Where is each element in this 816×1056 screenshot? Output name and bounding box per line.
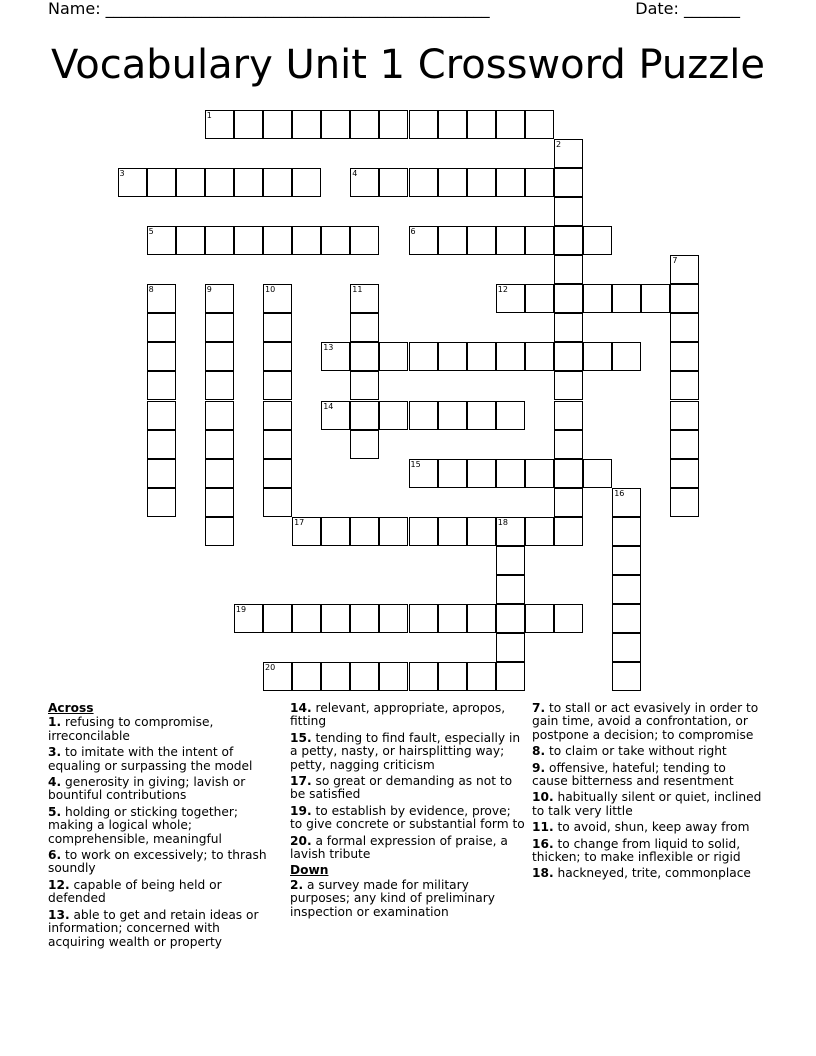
crossword-cell[interactable] [379,342,408,371]
clue-down: 18. hackneyed, trite, commonplace [532,866,751,881]
crossword-cell[interactable] [525,168,554,197]
crossword-cell[interactable] [263,226,292,255]
crossword-cell[interactable] [147,371,176,400]
crossword-cell[interactable] [612,517,641,546]
crossword-cell[interactable] [379,110,408,139]
crossword-cell[interactable] [554,226,583,255]
crossword-cell[interactable] [409,110,438,139]
crossword-cell[interactable] [583,284,612,313]
clue-number: 4 [352,168,358,178]
crossword-cell[interactable] [467,517,496,546]
crossword-cell[interactable] [409,401,438,430]
crossword-cell[interactable] [263,284,292,313]
crossword-cell[interactable] [525,110,554,139]
crossword-cell[interactable] [409,517,438,546]
crossword-cell[interactable] [263,662,292,691]
across-heading: Across [48,701,94,715]
crossword-cell[interactable] [496,604,525,633]
crossword-cell[interactable] [496,546,525,575]
crossword-cell[interactable] [205,284,234,313]
crossword-cell[interactable] [350,662,379,691]
crossword-cell[interactable] [467,401,496,430]
crossword-cell[interactable] [438,401,467,430]
crossword-cell[interactable] [612,662,641,691]
crossword-cell[interactable] [525,284,554,313]
clue-across: 5. holding or sticking together; making a logical whole; comprehensible, meaningful [48,804,238,846]
crossword-cell[interactable] [350,371,379,400]
crossword-cell[interactable] [147,342,176,371]
crossword-cell[interactable] [438,517,467,546]
crossword-cell[interactable] [205,401,234,430]
crossword-cell[interactable] [554,517,583,546]
crossword-cell[interactable] [554,401,583,430]
crossword-cell[interactable] [554,313,583,342]
crossword-cell[interactable] [205,517,234,546]
crossword-cell[interactable] [234,168,263,197]
crossword-cell[interactable] [292,662,321,691]
clue-across: 13. able to get and retain ideas or information; concerned with acquiring wealth or property [48,907,259,949]
clue-across: 1. refusing to compromise, irreconcilable [48,715,214,743]
crossword-cell[interactable] [350,342,379,371]
crossword-cell[interactable] [496,575,525,604]
clue-number: 2 [556,139,562,149]
crossword-cell[interactable] [496,226,525,255]
crossword-cell[interactable] [205,226,234,255]
crossword-cell[interactable] [496,284,525,313]
crossword-cell[interactable] [350,313,379,342]
crossword-cell[interactable] [583,226,612,255]
crossword-cell[interactable] [263,168,292,197]
crossword-cell[interactable] [496,633,525,662]
crossword-cell[interactable] [205,110,234,139]
clue-across: 20. a formal expression of praise, a lavish tribute [290,833,508,862]
crossword-cell[interactable] [438,662,467,691]
crossword-cell[interactable] [350,401,379,430]
clue-number: 20 [265,663,276,673]
clue-number: 3 [119,168,125,178]
crossword-cell[interactable] [554,197,583,226]
crossword-cell[interactable] [409,604,438,633]
crossword-cell[interactable] [438,342,467,371]
crossword-cell[interactable] [263,110,292,139]
clue-number: 10 [265,285,276,295]
crossword-cell[interactable] [554,255,583,284]
page-title: Vocabulary Unit 1 Crossword Puzzle [51,42,765,88]
crossword-cell[interactable] [670,371,699,400]
clue-number: 14 [323,401,334,411]
clue-number: 12 [497,285,508,295]
crossword-cell[interactable] [147,430,176,459]
crossword-cell[interactable] [409,226,438,255]
crossword-cell[interactable] [409,459,438,488]
crossword-cell[interactable] [583,459,612,488]
crossword-cell[interactable] [263,313,292,342]
crossword-cell[interactable] [467,226,496,255]
clue-number: 18 [497,517,508,527]
crossword-cell[interactable] [554,604,583,633]
clue-number: 8 [148,285,154,295]
crossword-cell[interactable] [496,662,525,691]
crossword-cell[interactable] [438,604,467,633]
crossword-cell[interactable] [612,342,641,371]
crossword-cell[interactable] [554,459,583,488]
crossword-cell[interactable] [467,459,496,488]
crossword-cell[interactable] [147,226,176,255]
crossword-cell[interactable] [350,168,379,197]
crossword-cell[interactable] [496,401,525,430]
crossword-cell[interactable] [525,517,554,546]
crossword-cell[interactable] [263,459,292,488]
crossword-cell[interactable] [670,255,699,284]
crossword-cell[interactable] [670,488,699,517]
crossword-cell[interactable] [176,226,205,255]
crossword-cell[interactable] [321,604,350,633]
clue-number: 5 [148,226,154,236]
crossword-cell[interactable] [118,168,147,197]
crossword-cell[interactable] [263,488,292,517]
clue-across: 3. to imitate with the intent of equaling or surpassing the model [48,745,253,773]
clue-across: 17. so great or demanding as not to be satisfied [290,774,513,802]
clues-column-2 [290,702,525,922]
crossword-cell[interactable] [292,226,321,255]
clue-across: 15. tending to find fault, especially in a petty, nasty, or hairsplitting way; petty, nagging criticism [290,730,521,772]
crossword-cell[interactable] [438,110,467,139]
crossword-cell[interactable] [496,110,525,139]
crossword-cell[interactable] [379,168,408,197]
crossword-cell[interactable] [670,342,699,371]
crossword-cell[interactable] [467,168,496,197]
clue-number: 15 [410,459,421,469]
crossword-cell[interactable] [379,401,408,430]
crossword-cell[interactable] [670,430,699,459]
crossword-cell[interactable] [205,459,234,488]
crossword-cell[interactable] [147,401,176,430]
crossword-cell[interactable] [205,342,234,371]
crossword-cell[interactable] [409,168,438,197]
date-field-label[interactable]: Date: _______ [635,0,740,18]
crossword-cell[interactable] [350,430,379,459]
crossword-cell[interactable] [147,168,176,197]
crossword-cell[interactable] [612,575,641,604]
crossword-cell[interactable] [409,662,438,691]
clue-number: 9 [206,285,212,295]
crossword-cell[interactable] [496,459,525,488]
crossword-cell[interactable] [612,633,641,662]
crossword-cell[interactable] [234,226,263,255]
crossword-cell[interactable] [292,110,321,139]
crossword-cell[interactable] [234,604,263,633]
name-field-label[interactable]: Name: ________________________________________________ [48,0,490,18]
crossword-cell[interactable] [525,459,554,488]
down-heading: Down [290,863,329,878]
crossword-cell[interactable] [438,168,467,197]
crossword-cell[interactable] [438,459,467,488]
crossword-cell[interactable] [205,168,234,197]
crossword-cell[interactable] [554,284,583,313]
crossword-cell[interactable] [147,284,176,313]
crossword-cell[interactable] [205,371,234,400]
crossword-cell[interactable] [379,517,408,546]
crossword-cell[interactable] [292,604,321,633]
clue-down: 8. to claim or take without right [532,744,727,759]
crossword-cell[interactable] [467,604,496,633]
crossword-cell[interactable] [350,284,379,313]
crossword-cell[interactable] [321,342,350,371]
crossword-cell[interactable] [350,604,379,633]
crossword-cell[interactable] [496,342,525,371]
crossword-cell[interactable] [641,284,670,313]
clue-number: 1 [206,110,212,120]
crossword-cell[interactable] [583,342,612,371]
crossword-cell[interactable] [670,459,699,488]
crossword-cell[interactable] [321,517,350,546]
crossword-cell[interactable] [554,342,583,371]
crossword-cell[interactable] [612,284,641,313]
crossword-cell[interactable] [205,313,234,342]
crossword-cell[interactable] [612,488,641,517]
clue-number: 7 [672,256,678,265]
clue-down: 2. a survey made for military purposes; any kind of preliminary inspection or examination [290,877,495,919]
crossword-cell[interactable] [467,342,496,371]
crossword-cell[interactable] [321,110,350,139]
clue-across: 14. relevant, appropriate, apropos, fitting [290,701,506,729]
crossword-cell[interactable] [263,604,292,633]
crossword-cell[interactable] [205,488,234,517]
crossword-cell[interactable] [350,110,379,139]
crossword-cell[interactable] [467,662,496,691]
crossword-cell[interactable] [525,604,554,633]
clue-across: 6. to work on excessively; to thrash soundly [48,848,267,876]
crossword-cell[interactable] [350,226,379,255]
crossword-cell[interactable] [554,488,583,517]
crossword-cell[interactable] [147,488,176,517]
clue-across: 4. generosity in giving; lavish or bountiful contributions [48,775,246,803]
crossword-cell[interactable] [496,168,525,197]
crossword-cell[interactable] [321,662,350,691]
crossword-cell[interactable] [670,401,699,430]
crossword-cell[interactable] [554,430,583,459]
crossword-cell[interactable] [554,168,583,197]
crossword-cell[interactable] [321,401,350,430]
crossword-cell[interactable] [379,662,408,691]
crossword-cell[interactable] [379,604,408,633]
clues-column-3 [532,702,764,884]
crossword-cell[interactable] [670,284,699,313]
clue-number: 6 [410,226,416,236]
clue-number: 11 [352,285,363,295]
crossword-cell[interactable] [321,226,350,255]
clue-number: 16 [614,488,625,498]
crossword-cell[interactable] [438,226,467,255]
crossword-cell[interactable] [176,168,205,197]
clue-across: 19. to establish by evidence, prove; to give concrete or substantial form to [290,803,525,832]
crossword-cell[interactable] [525,342,554,371]
crossword-cell[interactable] [612,604,641,633]
crossword-cell[interactable] [554,371,583,400]
crossword-cell[interactable] [612,546,641,575]
clue-number: 19 [235,605,247,615]
clue-down: 10. habitually silent or quiet, inclined to talk very little [532,790,762,818]
clue-down: 16. to change from liquid to solid, thicken; to make inflexible or rigid [532,836,741,865]
crossword-cell[interactable] [147,313,176,342]
crossword-cell[interactable] [263,342,292,371]
crossword-cell[interactable] [350,517,379,546]
crossword-cell[interactable] [292,517,321,546]
crossword-cell[interactable] [234,110,263,139]
clues-column-1 [48,702,276,952]
crossword-cell[interactable] [467,110,496,139]
crossword-cell[interactable] [670,313,699,342]
crossword-cell[interactable] [263,401,292,430]
crossword-cell[interactable] [147,459,176,488]
clue-down: 7. to stall or act evasively in order to gain time, avoid a confrontation, or postpone a decision; to compromise [532,701,759,742]
crossword-cell[interactable] [292,168,321,197]
crossword-cell[interactable] [205,430,234,459]
clue-number: 17 [294,517,305,527]
crossword-cell[interactable] [409,342,438,371]
crossword-cell[interactable] [554,139,583,168]
clue-down: 11. to avoid, shun, keep away from [532,820,750,835]
crossword-cell[interactable] [525,226,554,255]
clue-down: 9. offensive, hateful; tending to cause bitterness and resentment [532,760,734,789]
crossword-cell[interactable] [496,517,525,546]
crossword-cell[interactable] [263,371,292,400]
clue-across: 12. capable of being held or defended [48,877,222,906]
clue-number: 13 [323,343,334,353]
crossword-cell[interactable] [263,430,292,459]
